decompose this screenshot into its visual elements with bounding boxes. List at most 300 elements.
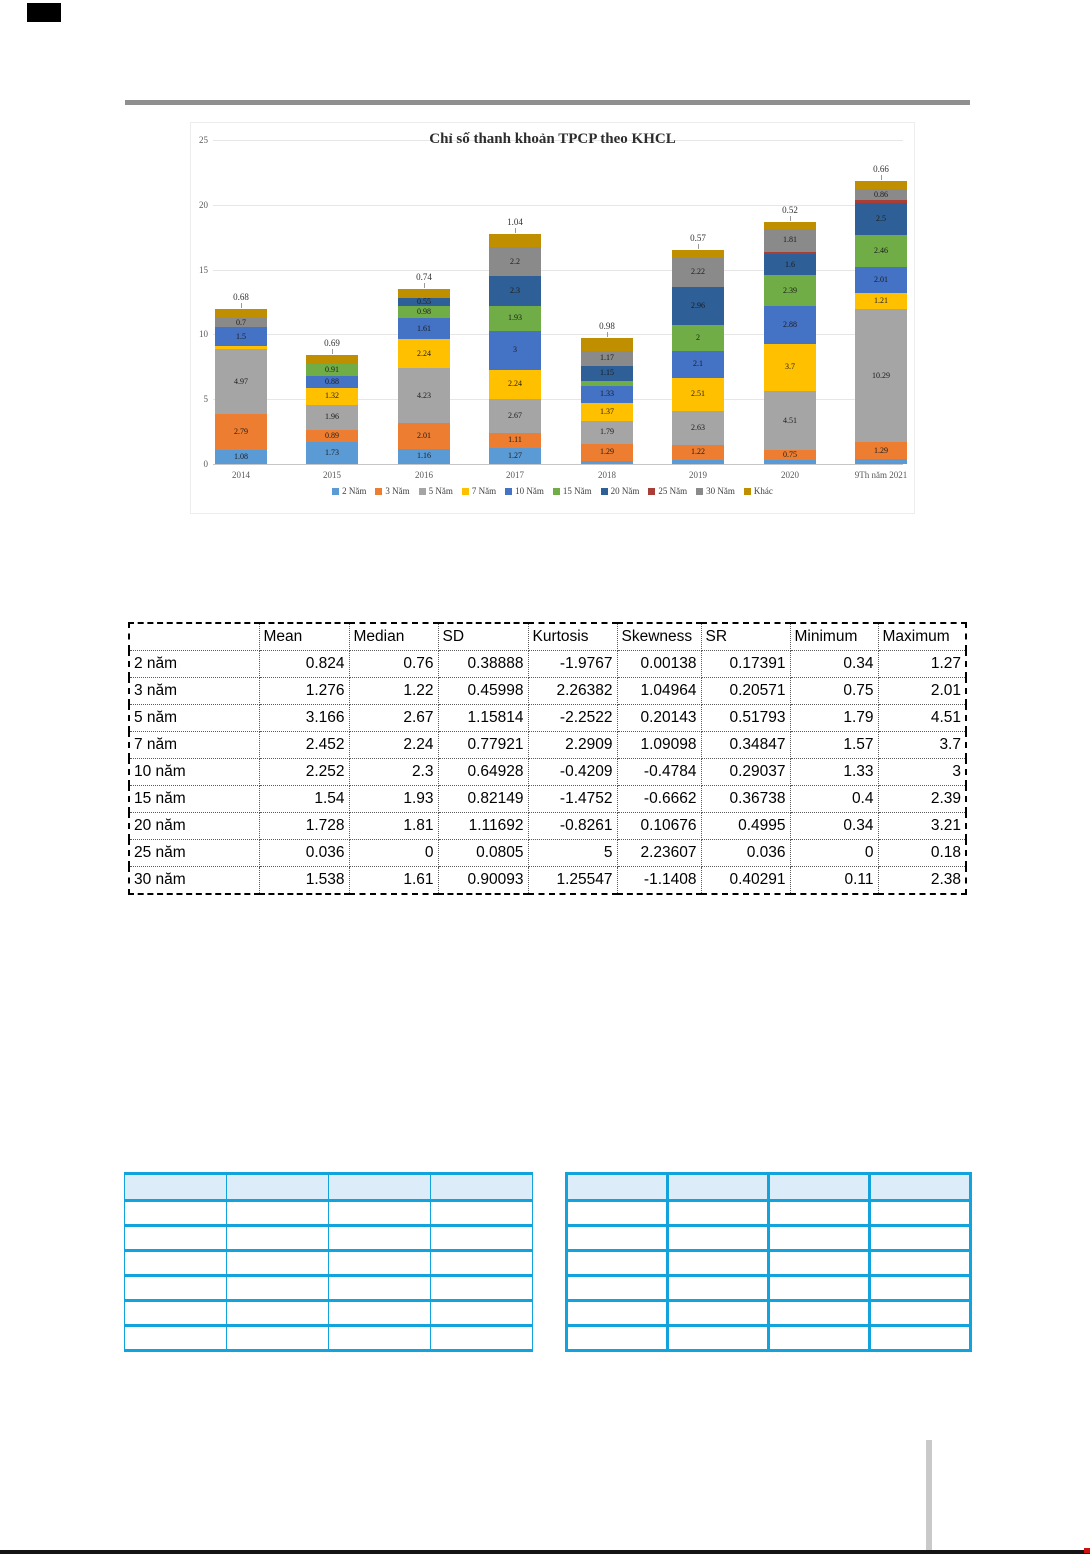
stats-value-cell: 2.67 bbox=[349, 705, 438, 732]
bar-segment-5-năm: 10.29 bbox=[855, 309, 907, 442]
stats-value-cell: 1.81 bbox=[349, 813, 438, 840]
bar-segment-15-năm: 0.98 bbox=[398, 306, 450, 319]
stats-row-label: 20 năm bbox=[129, 813, 259, 840]
bar-segment-10-năm: 2.01 bbox=[855, 267, 907, 293]
stats-value-cell: 0.824 bbox=[259, 651, 349, 678]
bar-top-label: 0.52 bbox=[782, 204, 798, 215]
legend-swatch bbox=[744, 488, 751, 495]
stats-row-label: 10 năm bbox=[129, 759, 259, 786]
bar-segment-10-năm: 2.88 bbox=[764, 306, 816, 343]
y-axis-tick-label: 5 bbox=[203, 394, 208, 405]
empty-cell bbox=[227, 1326, 329, 1351]
legend-item-2-năm bbox=[332, 486, 366, 496]
label-leader-line bbox=[790, 216, 791, 221]
stats-value-cell: 0.20571 bbox=[701, 678, 790, 705]
stats-value-cell: 0.0805 bbox=[438, 840, 528, 867]
label-leader-line bbox=[332, 349, 333, 354]
stats-corner-cell bbox=[129, 623, 259, 651]
bar-segment-5-năm: 2.63 bbox=[672, 411, 724, 445]
label-leader-line bbox=[698, 244, 699, 249]
bar-segment-10-năm: 1.61 bbox=[398, 318, 450, 339]
bar-segment-khác bbox=[489, 234, 541, 247]
stats-value-cell: -0.4784 bbox=[617, 759, 701, 786]
empty-cell bbox=[870, 1226, 971, 1251]
bar-segment-3-năm: 1.29 bbox=[581, 444, 633, 461]
stats-value-cell: 0 bbox=[790, 840, 878, 867]
legend-label: 30 Năm bbox=[706, 486, 735, 496]
stats-value-cell: 0.20143 bbox=[617, 705, 701, 732]
bar-segment-20-năm: 0.55 bbox=[398, 298, 450, 305]
bar-segment-20-năm: 2.5 bbox=[855, 203, 907, 235]
legend-label: 20 Năm bbox=[610, 486, 640, 496]
stats-value-cell: 1.538 bbox=[259, 867, 349, 895]
bar-segment-khác bbox=[215, 309, 267, 318]
bar-segment-2-năm bbox=[855, 459, 907, 464]
bar-segment-7-năm: 3.7 bbox=[764, 344, 816, 392]
bar-2014 bbox=[215, 309, 267, 464]
bar-segment-15-năm: 2.39 bbox=[764, 275, 816, 306]
empty-cell bbox=[567, 1326, 668, 1351]
bar-segment-5-năm: 4.51 bbox=[764, 391, 816, 449]
stats-header-cell: Minimum bbox=[790, 623, 878, 651]
empty-cell bbox=[329, 1251, 431, 1276]
bar-segment-khác bbox=[855, 181, 907, 190]
label-leader-line bbox=[424, 283, 425, 288]
y-axis-tick-label: 10 bbox=[199, 329, 208, 340]
empty-cell bbox=[125, 1201, 227, 1226]
legend-swatch bbox=[648, 488, 655, 495]
legend-item-30-năm bbox=[696, 486, 735, 496]
empty-cell bbox=[567, 1301, 668, 1326]
legend-label: 5 Năm bbox=[428, 486, 453, 496]
stats-value-cell: 0.34 bbox=[790, 651, 878, 678]
stats-value-cell: 0.64928 bbox=[438, 759, 528, 786]
empty-cell bbox=[567, 1201, 668, 1226]
stats-row bbox=[129, 705, 966, 732]
bar-top-label: 0.68 bbox=[233, 292, 249, 303]
stats-header-cell: SD bbox=[438, 623, 528, 651]
stats-value-cell: 2.2909 bbox=[528, 732, 617, 759]
stats-value-cell: 1.79 bbox=[790, 705, 878, 732]
empty-header-cell bbox=[125, 1174, 227, 1201]
stats-value-cell: 0.38888 bbox=[438, 651, 528, 678]
stats-value-cell: 0.34 bbox=[790, 813, 878, 840]
bar-segment-7-năm: 2.24 bbox=[489, 370, 541, 399]
empty-cell bbox=[227, 1276, 329, 1301]
stats-value-cell: -0.6662 bbox=[617, 786, 701, 813]
empty-table-row bbox=[125, 1201, 533, 1226]
stats-value-cell: 2.452 bbox=[259, 732, 349, 759]
empty-cell bbox=[125, 1301, 227, 1326]
legend-swatch bbox=[601, 488, 608, 495]
stats-value-cell: 3.21 bbox=[878, 813, 966, 840]
legend-swatch bbox=[419, 488, 426, 495]
empty-cell bbox=[125, 1276, 227, 1301]
x-axis-label: 2016 bbox=[415, 470, 433, 480]
stats-value-cell: 1.728 bbox=[259, 813, 349, 840]
stats-value-cell: 1.57 bbox=[790, 732, 878, 759]
stats-value-cell: 1.15814 bbox=[438, 705, 528, 732]
stats-row-label: 7 năm bbox=[129, 732, 259, 759]
bar-2018 bbox=[581, 338, 633, 464]
empty-header-cell bbox=[431, 1174, 533, 1201]
bar-segment-15-năm: 2 bbox=[672, 325, 724, 351]
stats-value-cell: 1.27 bbox=[878, 651, 966, 678]
top-left-black-mark bbox=[27, 3, 61, 22]
page-margin-bar bbox=[926, 1440, 932, 1553]
empty-header-cell bbox=[870, 1174, 971, 1201]
stats-header-row bbox=[129, 623, 966, 651]
bar-top-label: 0.74 bbox=[416, 271, 432, 282]
legend-item-15-năm bbox=[553, 486, 592, 496]
bar-2019 bbox=[672, 250, 724, 464]
bar-segment-3-năm: 1.22 bbox=[672, 445, 724, 461]
x-axis-label: 2018 bbox=[598, 470, 616, 480]
empty-table-row bbox=[567, 1326, 971, 1351]
stats-value-cell: -2.2522 bbox=[528, 705, 617, 732]
stats-header-cell: Mean bbox=[259, 623, 349, 651]
stats-value-cell: 0.29037 bbox=[701, 759, 790, 786]
empty-cell bbox=[125, 1326, 227, 1351]
empty-cell bbox=[668, 1226, 769, 1251]
empty-header-cell bbox=[668, 1174, 769, 1201]
empty-cell bbox=[668, 1301, 769, 1326]
bar-segment-khác bbox=[398, 289, 450, 299]
empty-cell bbox=[870, 1326, 971, 1351]
empty-cell bbox=[870, 1201, 971, 1226]
empty-cell bbox=[329, 1226, 431, 1251]
stats-value-cell: -0.8261 bbox=[528, 813, 617, 840]
empty-table-header-row bbox=[567, 1174, 971, 1201]
stats-value-cell: -1.1408 bbox=[617, 867, 701, 895]
stats-value-cell: 0.75 bbox=[790, 678, 878, 705]
empty-table-row bbox=[125, 1326, 533, 1351]
bar-2016 bbox=[398, 289, 450, 464]
stats-value-cell: 0.4 bbox=[790, 786, 878, 813]
bar-segment-3-năm: 2.01 bbox=[398, 423, 450, 449]
empty-cell bbox=[431, 1326, 533, 1351]
stats-value-cell: 1.54 bbox=[259, 786, 349, 813]
bar-top-label: 0.69 bbox=[324, 338, 340, 349]
empty-cell bbox=[870, 1301, 971, 1326]
bar-segment-khác bbox=[672, 250, 724, 257]
legend-item-10-năm bbox=[505, 486, 544, 496]
stats-value-cell: 0.11 bbox=[790, 867, 878, 895]
bar-segment-2-năm bbox=[581, 461, 633, 464]
legend-label: 15 Năm bbox=[562, 486, 592, 496]
bottom-right-red-mark bbox=[1084, 1548, 1090, 1553]
empty-cell bbox=[668, 1326, 769, 1351]
legend-label: 25 Năm bbox=[658, 486, 688, 496]
empty-cell bbox=[668, 1201, 769, 1226]
empty-cell bbox=[567, 1226, 668, 1251]
empty-cell bbox=[567, 1251, 668, 1276]
stats-value-cell: 0.036 bbox=[701, 840, 790, 867]
stats-value-cell: 0.45998 bbox=[438, 678, 528, 705]
x-axis-label: 2015 bbox=[323, 470, 341, 480]
empty-table-row bbox=[567, 1301, 971, 1326]
stats-value-cell: 4.51 bbox=[878, 705, 966, 732]
stats-value-cell: 1.22 bbox=[349, 678, 438, 705]
y-axis-tick-label: 20 bbox=[199, 199, 208, 210]
stats-row-label: 30 năm bbox=[129, 867, 259, 895]
empty-cell bbox=[431, 1301, 533, 1326]
stats-value-cell: 0.4995 bbox=[701, 813, 790, 840]
stats-value-cell: 0.90093 bbox=[438, 867, 528, 895]
empty-table-row bbox=[125, 1251, 533, 1276]
bar-segment-10-năm: 0.88 bbox=[306, 376, 358, 387]
liquidity-chart-figure bbox=[190, 122, 915, 514]
stats-value-cell: -1.4752 bbox=[528, 786, 617, 813]
empty-cell bbox=[668, 1276, 769, 1301]
x-axis-label: 2017 bbox=[506, 470, 524, 480]
y-axis-tick-label: 15 bbox=[199, 264, 208, 275]
bar-segment-2-năm: 1.16 bbox=[398, 449, 450, 464]
stats-value-cell: 0.34847 bbox=[701, 732, 790, 759]
stats-value-cell: 1.93 bbox=[349, 786, 438, 813]
stats-value-cell: 3 bbox=[878, 759, 966, 786]
stats-value-cell: -0.4209 bbox=[528, 759, 617, 786]
stats-row bbox=[129, 867, 966, 895]
bar-segment-15-năm: 0.91 bbox=[306, 364, 358, 376]
stats-value-cell: 1.04964 bbox=[617, 678, 701, 705]
bar-segment-20-năm: 1.15 bbox=[581, 366, 633, 381]
bar-segment-30-năm: 0.7 bbox=[215, 318, 267, 327]
bar-segment-7-năm: 2.24 bbox=[398, 339, 450, 368]
stats-value-cell: 0.51793 bbox=[701, 705, 790, 732]
legend-swatch bbox=[505, 488, 512, 495]
bar-segment-5-năm: 4.97 bbox=[215, 349, 267, 413]
empty-cell bbox=[431, 1276, 533, 1301]
stats-value-cell: 0.76 bbox=[349, 651, 438, 678]
stats-value-cell: 1.33 bbox=[790, 759, 878, 786]
bar-2017 bbox=[489, 234, 541, 464]
bar-top-label: 1.04 bbox=[507, 216, 523, 227]
bar-segment-khác bbox=[764, 222, 816, 229]
bar-9Th năm 2021 bbox=[855, 181, 907, 464]
empty-table-header-row bbox=[125, 1174, 533, 1201]
stats-row bbox=[129, 813, 966, 840]
bar-segment-5-năm: 4.23 bbox=[398, 368, 450, 423]
y-axis-tick-label: 0 bbox=[203, 459, 208, 469]
stats-row-label: 2 năm bbox=[129, 651, 259, 678]
bar-segment-30-năm: 1.81 bbox=[764, 229, 816, 252]
stats-value-cell: 0.82149 bbox=[438, 786, 528, 813]
empty-table-row bbox=[567, 1251, 971, 1276]
bar-segment-10-năm: 2.1 bbox=[672, 351, 724, 378]
empty-header-cell bbox=[567, 1174, 668, 1201]
legend-item-20-năm bbox=[601, 486, 640, 496]
bar-segment-15-năm: 1.93 bbox=[489, 306, 541, 331]
page-bottom-line bbox=[0, 1550, 1090, 1554]
label-leader-line bbox=[515, 228, 516, 233]
stats-row-label: 25 năm bbox=[129, 840, 259, 867]
stats-value-cell: 2.01 bbox=[878, 678, 966, 705]
bar-segment-20-năm: 2.3 bbox=[489, 276, 541, 306]
bar-segment-20-năm: 2.96 bbox=[672, 287, 724, 325]
x-axis-label: 9Th năm 2021 bbox=[854, 470, 908, 480]
bar-2020 bbox=[764, 222, 816, 464]
chart-gridline bbox=[213, 464, 903, 465]
stats-value-cell: 0.77921 bbox=[438, 732, 528, 759]
empty-cell bbox=[227, 1301, 329, 1326]
stats-value-cell: 2.38 bbox=[878, 867, 966, 895]
bar-segment-2-năm: 1.73 bbox=[306, 442, 358, 464]
empty-cell bbox=[227, 1201, 329, 1226]
empty-cell bbox=[329, 1301, 431, 1326]
empty-table-row bbox=[125, 1301, 533, 1326]
stats-row bbox=[129, 786, 966, 813]
stats-value-cell: 1.276 bbox=[259, 678, 349, 705]
bar-segment-khác bbox=[306, 355, 358, 364]
bar-segment-khác bbox=[581, 338, 633, 351]
bar-segment-2-năm: 1.27 bbox=[489, 448, 541, 464]
empty-header-cell bbox=[329, 1174, 431, 1201]
stats-value-cell: 0.00138 bbox=[617, 651, 701, 678]
empty-cell bbox=[668, 1251, 769, 1276]
bar-segment-3-năm: 2.79 bbox=[215, 414, 267, 450]
x-axis-label: 2019 bbox=[689, 470, 707, 480]
bar-segment-2-năm bbox=[764, 460, 816, 464]
x-axis-label: 2020 bbox=[781, 470, 799, 480]
empty-header-cell bbox=[227, 1174, 329, 1201]
stats-value-cell: 1.11692 bbox=[438, 813, 528, 840]
legend-label: 7 Năm bbox=[471, 486, 497, 496]
bar-segment-2-năm: 1.08 bbox=[215, 450, 267, 464]
empty-table-left bbox=[124, 1172, 533, 1352]
empty-cell bbox=[567, 1276, 668, 1301]
stats-value-cell: -1.9767 bbox=[528, 651, 617, 678]
empty-cell bbox=[125, 1251, 227, 1276]
legend-label: 3 Năm bbox=[385, 486, 410, 496]
legend-item-3-năm bbox=[375, 486, 409, 496]
empty-table-row bbox=[125, 1226, 533, 1251]
bar-segment-10-năm: 1.5 bbox=[215, 327, 267, 346]
stats-value-cell: 2.3 bbox=[349, 759, 438, 786]
x-axis-label: 2014 bbox=[232, 470, 250, 480]
empty-cell bbox=[769, 1276, 870, 1301]
stats-row bbox=[129, 732, 966, 759]
stats-header-cell: SR bbox=[701, 623, 790, 651]
stats-header-cell: Skewness bbox=[617, 623, 701, 651]
empty-table-row bbox=[567, 1226, 971, 1251]
legend-item-7-năm bbox=[462, 486, 496, 496]
empty-table-row bbox=[125, 1276, 533, 1301]
stats-row bbox=[129, 759, 966, 786]
stats-value-cell: 0.40291 bbox=[701, 867, 790, 895]
empty-table-row bbox=[567, 1201, 971, 1226]
label-leader-line bbox=[881, 175, 882, 180]
bar-segment-20-năm: 1.6 bbox=[764, 254, 816, 275]
bar-segment-30-năm: 2.2 bbox=[489, 247, 541, 276]
chart-legend bbox=[191, 486, 914, 496]
bar-segment-3-năm: 1.29 bbox=[855, 442, 907, 459]
legend-item-5-năm bbox=[419, 486, 453, 496]
empty-table-row bbox=[567, 1276, 971, 1301]
stats-header-cell: Kurtosis bbox=[528, 623, 617, 651]
stats-value-cell: 2.252 bbox=[259, 759, 349, 786]
bar-segment-3-năm: 0.89 bbox=[306, 430, 358, 442]
legend-swatch bbox=[462, 488, 469, 495]
bar-segment-7-năm: 1.32 bbox=[306, 388, 358, 405]
bar-top-label: 0.66 bbox=[873, 163, 889, 174]
legend-swatch bbox=[696, 488, 703, 495]
bar-segment-7-năm: 2.51 bbox=[672, 378, 724, 411]
bar-segment-30-năm: 2.22 bbox=[672, 258, 724, 287]
empty-cell bbox=[329, 1326, 431, 1351]
legend-item-khác bbox=[744, 486, 773, 496]
bar-top-label: 0.98 bbox=[599, 320, 615, 331]
stats-value-cell: 3.7 bbox=[878, 732, 966, 759]
bar-segment-5-năm: 1.96 bbox=[306, 405, 358, 430]
stats-row bbox=[129, 678, 966, 705]
legend-item-25-năm bbox=[648, 486, 687, 496]
bar-segment-3-năm: 1.11 bbox=[489, 433, 541, 447]
stats-header-cell: Median bbox=[349, 623, 438, 651]
stats-value-cell: 0.36738 bbox=[701, 786, 790, 813]
empty-cell bbox=[227, 1226, 329, 1251]
empty-cell bbox=[769, 1301, 870, 1326]
bar-segment-2-năm bbox=[672, 460, 724, 464]
bar-segment-10-năm: 1.33 bbox=[581, 386, 633, 403]
stats-value-cell: 1.09098 bbox=[617, 732, 701, 759]
legend-label: 10 Năm bbox=[515, 486, 544, 496]
stats-value-cell: 1.25547 bbox=[528, 867, 617, 895]
empty-header-cell bbox=[769, 1174, 870, 1201]
empty-cell bbox=[769, 1251, 870, 1276]
empty-cell bbox=[769, 1226, 870, 1251]
stats-row-label: 15 năm bbox=[129, 786, 259, 813]
bar-segment-30-năm: 1.17 bbox=[581, 351, 633, 366]
empty-table-right bbox=[565, 1172, 972, 1352]
stats-value-cell: 2.39 bbox=[878, 786, 966, 813]
top-divider-rule bbox=[125, 100, 970, 105]
empty-cell bbox=[769, 1201, 870, 1226]
stats-value-cell: 1.61 bbox=[349, 867, 438, 895]
descriptive-stats-table bbox=[128, 622, 967, 895]
stats-value-cell: 5 bbox=[528, 840, 617, 867]
empty-cell bbox=[431, 1201, 533, 1226]
empty-cell bbox=[227, 1251, 329, 1276]
stats-row-label: 5 năm bbox=[129, 705, 259, 732]
bar-top-label: 0.57 bbox=[690, 233, 706, 244]
bar-segment-10-năm: 3 bbox=[489, 331, 541, 370]
legend-swatch bbox=[332, 488, 339, 495]
stats-value-cell: 0.036 bbox=[259, 840, 349, 867]
stats-value-cell: 0 bbox=[349, 840, 438, 867]
empty-cell bbox=[329, 1201, 431, 1226]
bar-segment-7-năm: 1.21 bbox=[855, 293, 907, 309]
stats-value-cell: 2.23607 bbox=[617, 840, 701, 867]
legend-swatch bbox=[553, 488, 560, 495]
empty-cell bbox=[870, 1251, 971, 1276]
stats-value-cell: 0.10676 bbox=[617, 813, 701, 840]
stats-row bbox=[129, 840, 966, 867]
empty-cell bbox=[329, 1276, 431, 1301]
bar-segment-30-năm: 0.86 bbox=[855, 189, 907, 200]
bar-segment-5-năm: 1.79 bbox=[581, 421, 633, 444]
stats-value-cell: 2.26382 bbox=[528, 678, 617, 705]
empty-cell bbox=[870, 1276, 971, 1301]
empty-cell bbox=[125, 1226, 227, 1251]
stats-header-cell: Maximum bbox=[878, 623, 966, 651]
stats-value-cell: 3.166 bbox=[259, 705, 349, 732]
label-leader-line bbox=[241, 303, 242, 308]
empty-cell bbox=[431, 1226, 533, 1251]
stats-value-cell: 0.17391 bbox=[701, 651, 790, 678]
legend-label: 2 Năm bbox=[342, 486, 367, 496]
y-axis-tick-label: 25 bbox=[199, 135, 208, 145]
